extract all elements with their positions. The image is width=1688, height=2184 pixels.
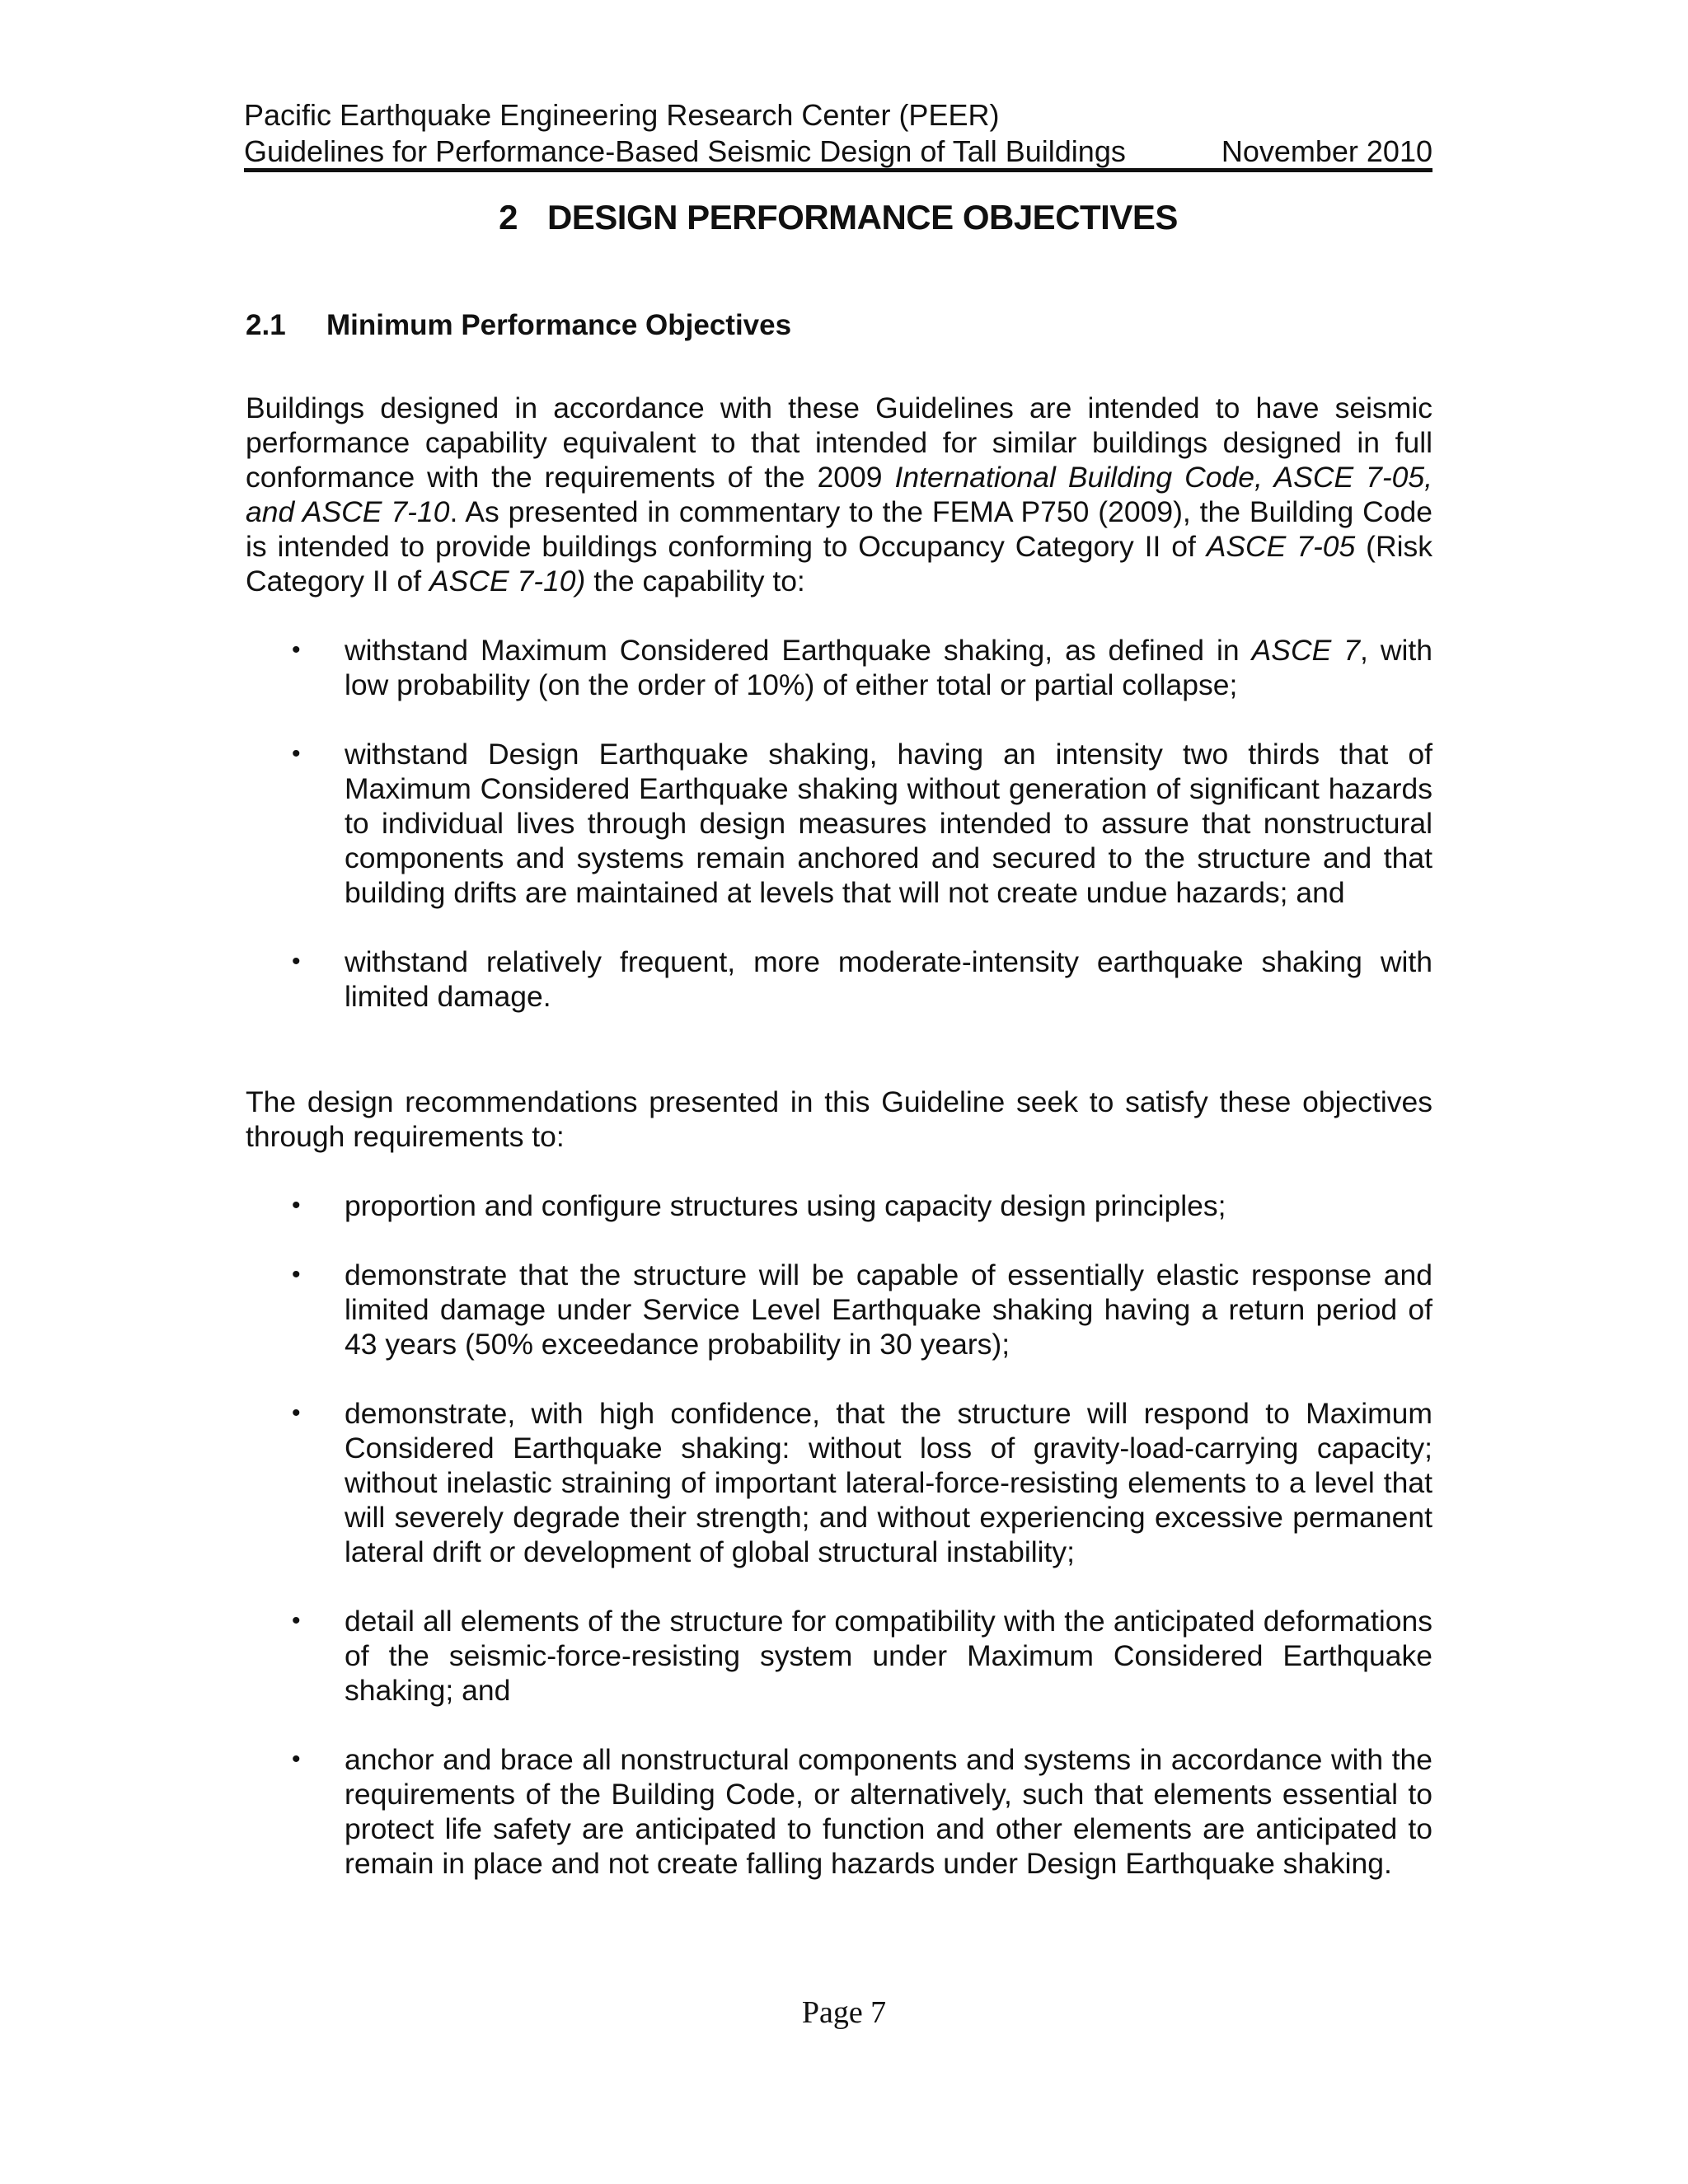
list-item-text: anchor and brace all nonstructural components and systems in accordance with the requirements of the Building Code, or alternatively, such that elements essential to protect life safety are anticipated to function and other elements are anticipated to remain in place and not create falling hazards under Design Earthquake shaking. bbox=[345, 1743, 1432, 1880]
intro-text-3: . As presented in commentary to the FEMA P750 (2009), the Building Code is intended to provide buildings conforming to Occupancy Category II of bbox=[246, 495, 1432, 563]
intro-paragraph bbox=[246, 391, 1432, 598]
list-item bbox=[246, 1188, 1432, 1223]
intro-asce710: ASCE 7-10) bbox=[429, 565, 586, 598]
intro-code-citation: International Building Code, ASCE 7-05, and ASCE 7-10 bbox=[246, 461, 1432, 528]
intro-text-7: the capability to: bbox=[585, 565, 805, 598]
bullet-icon: • bbox=[292, 1399, 301, 1427]
header-date: November 2010 bbox=[1221, 134, 1432, 168]
requirements-list bbox=[246, 1188, 1432, 1915]
list-item-text: proportion and configure structures using capacity design principles; bbox=[345, 1189, 1226, 1222]
list-item bbox=[246, 737, 1432, 910]
list-item-citation: ASCE 7 bbox=[1251, 634, 1361, 667]
bullet-icon: • bbox=[292, 1746, 301, 1773]
chapter-number: 2 bbox=[499, 198, 518, 237]
capability-list bbox=[246, 633, 1432, 1048]
list-item-text: detail all elements of the structure for compatibility with the anticipated deformations of the seismic-force-resisting system under Maximum Considered Earthquake shaking; and bbox=[345, 1605, 1432, 1707]
chapter-title-text: DESIGN PERFORMANCE OBJECTIVES bbox=[546, 198, 1178, 237]
bullet-icon: • bbox=[292, 740, 301, 767]
section-heading bbox=[246, 308, 791, 343]
bullet-icon: • bbox=[292, 1192, 301, 1219]
intro-text-1: Buildings designed in accordance with these Guidelines are intended to have seismic performance capability equivalent to that intended for similar buildings designed in full conformance with the requirements of the 2009 bbox=[246, 391, 1432, 494]
recommendations-paragraph: The design recommendations presented in this Guideline seek to satisfy these objectives through requirements to: bbox=[246, 1085, 1432, 1153]
section-number: 2.1 bbox=[246, 309, 286, 341]
header-document-title: Guidelines for Performance-Based Seismic Design of Tall Buildings bbox=[244, 134, 1126, 168]
page-number: Page 7 bbox=[801, 1995, 887, 2030]
header-row bbox=[244, 134, 1432, 170]
list-item bbox=[246, 944, 1432, 1014]
list-item bbox=[246, 1742, 1432, 1881]
intro-asce705: ASCE 7-05 bbox=[1206, 530, 1356, 563]
list-item-text: withstand Maximum Considered Earthquake shaking, as defined in bbox=[345, 634, 1252, 667]
list-item-text: withstand relatively frequent, more moderate-intensity earthquake shaking with limited damage. bbox=[345, 945, 1432, 1013]
intro-text-5: (Risk Category II of bbox=[246, 530, 1432, 598]
list-item bbox=[246, 1258, 1432, 1361]
bullet-icon: • bbox=[292, 948, 301, 975]
list-item-text: , with low probability (on the order of 10%) of either total or partial collapse; bbox=[345, 634, 1433, 701]
list-item bbox=[246, 1604, 1432, 1708]
list-item bbox=[246, 633, 1432, 702]
list-item bbox=[246, 1396, 1432, 1569]
list-item-text: demonstrate that the structure will be capable of essentially elastic response and limited damage under Service Level Earthquake shaking having a return period of 43 years (50% exceedance probability in 30 years); bbox=[345, 1258, 1432, 1361]
header-divider bbox=[244, 168, 1432, 172]
bullet-icon: • bbox=[292, 1607, 301, 1634]
page-header bbox=[244, 97, 1432, 170]
chapter-title bbox=[244, 194, 1432, 241]
bullet-icon: • bbox=[292, 1261, 301, 1288]
header-organization: Pacific Earthquake Engineering Research Center (PEER) bbox=[244, 98, 1000, 132]
bullet-icon: • bbox=[292, 636, 301, 663]
list-item-text: demonstrate, with high confidence, that the structure will respond to Maximum Considered Earthquake shaking: without loss of gravity-load-carrying capacity; without inelastic straining of important lateral-force-resisting elements to a level that will severely degrade their strength; and without experiencing excessive permanent lateral drift or development of global structural instability; bbox=[345, 1397, 1432, 1568]
section-title-text: Minimum Performance Objectives bbox=[326, 309, 792, 341]
list-item-text: withstand Design Earthquake shaking, having an intensity two thirds that of Maximum Considered Earthquake shaking without generation of significant hazards to individual lives through design measures intended to assure that nonstructural components and systems remain anchored and secured to the structure and that building drifts are maintained at levels that will not create undue hazards; and bbox=[345, 738, 1432, 909]
